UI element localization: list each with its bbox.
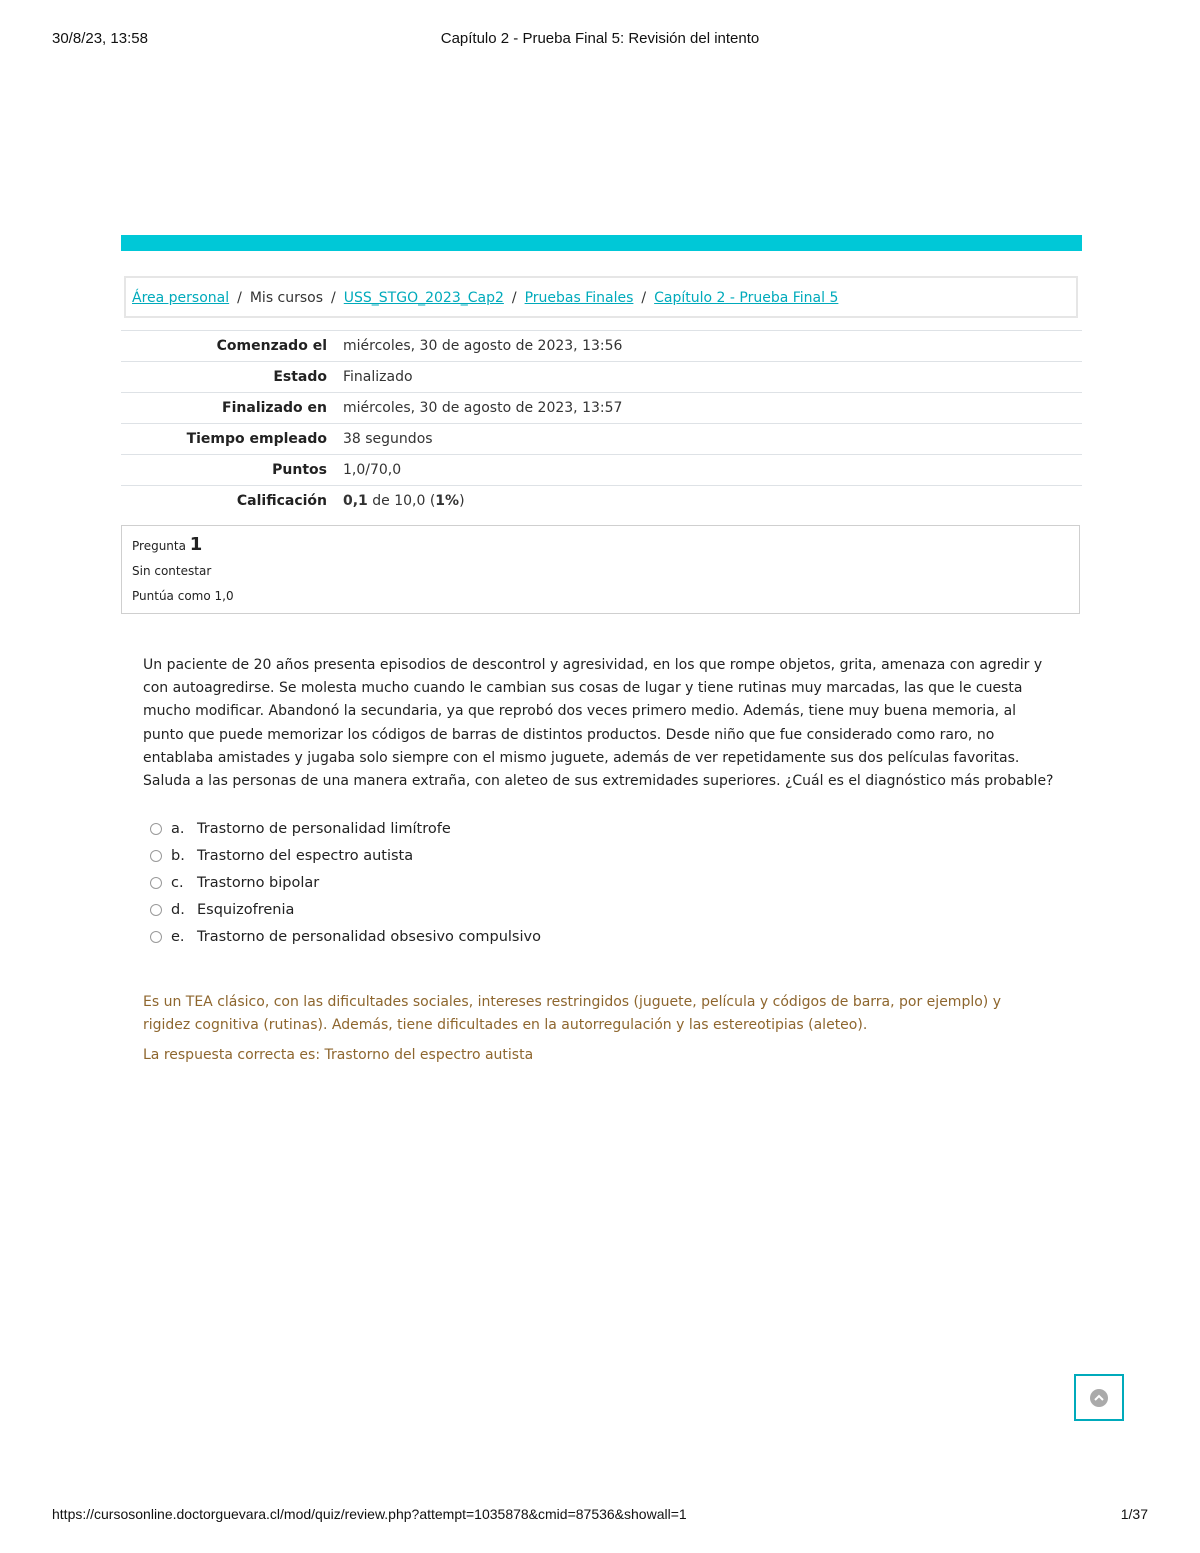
summary-value: Finalizado: [343, 369, 413, 385]
chevron-up-icon: [1090, 1389, 1108, 1407]
answer-option-a[interactable]: [150, 815, 541, 842]
question-number-value: 1: [189, 534, 203, 555]
answer-letter: b.: [171, 847, 185, 864]
breadcrumb-link-course[interactable]: USS_STGO_2023_Cap2: [343, 290, 504, 306]
radio-button[interactable]: [150, 850, 162, 862]
radio-button[interactable]: [150, 877, 162, 889]
summary-row-marks: [121, 455, 1082, 486]
question-info-box: [121, 525, 1080, 614]
attempt-summary-table: [121, 330, 1082, 516]
summary-label: Puntos: [272, 462, 327, 478]
answer-option-c[interactable]: [150, 869, 541, 896]
question-grade: Puntúa como 1,0: [132, 589, 234, 603]
summary-row-state: [121, 362, 1082, 393]
answer-option-e[interactable]: [150, 923, 541, 950]
print-page-number: 1/37: [1120, 1506, 1148, 1522]
grade-out-of: de 10,0 (: [367, 493, 436, 509]
answer-option-d[interactable]: [150, 896, 541, 923]
summary-value: miércoles, 30 de agosto de 2023, 13:56: [343, 338, 623, 354]
breadcrumb-separator: /: [237, 290, 242, 306]
answer-letter: d.: [171, 901, 185, 918]
back-to-top-button[interactable]: [1074, 1374, 1124, 1421]
summary-row-finished: [121, 393, 1082, 424]
breadcrumb-separator: /: [331, 290, 336, 306]
summary-row-started: [121, 331, 1082, 362]
print-footer: [52, 1506, 1148, 1526]
answer-text: Esquizofrenia: [197, 901, 295, 918]
answer-letter: a.: [171, 820, 185, 837]
breadcrumb-separator: /: [641, 290, 647, 306]
question-state: Sin contestar: [132, 564, 212, 578]
grade-close: ): [459, 493, 465, 509]
breadcrumb-link-pruebas-finales[interactable]: Pruebas Finales: [524, 290, 634, 306]
summary-row-grade: [121, 486, 1082, 517]
print-url: https://cursosonline.doctorguevara.cl/mod/quiz/review.php?attempt=1035878&cmid=87536&showall=1: [52, 1506, 687, 1522]
radio-button[interactable]: [150, 904, 162, 916]
summary-label: Finalizado en: [222, 400, 327, 416]
answer-options: [150, 815, 541, 950]
summary-row-time-taken: [121, 424, 1082, 455]
summary-value: 38 segundos: [343, 431, 433, 447]
breadcrumb: [124, 276, 1078, 318]
summary-label: Comenzado el: [216, 338, 327, 354]
grade-percent: 1%: [435, 493, 460, 509]
summary-value: 1,0/70,0: [343, 462, 402, 478]
grade-score: 0,1: [343, 493, 368, 509]
summary-value: [343, 486, 1082, 517]
breadcrumb-link-area-personal[interactable]: Área personal: [132, 290, 230, 306]
radio-button[interactable]: [150, 931, 162, 943]
summary-label: Estado: [273, 369, 327, 385]
print-title: Capítulo 2 - Prueba Final 5: Revisión del intento: [440, 30, 760, 47]
summary-label: Calificación: [236, 493, 327, 509]
summary-value: miércoles, 30 de agosto de 2023, 13:57: [343, 400, 623, 416]
question-number: [132, 532, 1069, 559]
print-header: [52, 30, 1148, 50]
breadcrumb-separator: /: [511, 290, 517, 306]
breadcrumb-link-quiz[interactable]: Capítulo 2 - Prueba Final 5: [654, 290, 839, 306]
answer-option-b[interactable]: [150, 842, 541, 869]
answer-letter: c.: [171, 874, 184, 891]
question-text: Un paciente de 20 años presenta episodios de descontrol y agresividad, en los que rompe objetos, grita, amenaza con agredir y con autoagredirse. Se molesta mucho cuando le cambian sus cosas de lugar y tiene rutinas muy marcadas, las que le cuesta mucho modificar. Abandonó la secundaria, ya que reprobó dos veces primero medio. Además, tiene muy buena memoria, al punto que puede memorizar los códigos de barras de distintos productos. Desde niño que fue considerado como raro, no entablaba amistades y jugaba solo siempre con el mismo juguete, además de ver repetidamente sus dos películas favoritas. Saluda a las personas de una manera extraña, con aleteo de sus extremidades superiores. ¿Cuál es el diagnóstico más probable?: [143, 657, 1054, 790]
question-label: Pregunta: [132, 539, 186, 553]
print-date: 30/8/23, 13:58: [52, 30, 148, 47]
answer-letter: e.: [171, 928, 185, 945]
answer-text: Trastorno de personalidad obsesivo compulsivo: [197, 928, 541, 945]
general-feedback: Es un TEA clásico, con las dificultades sociales, intereses restringidos (juguete, película y códigos de barra, por ejemplo) y rigidez cognitiva (rutinas). Además, tiene dificultades en la autorregulación y las estereotipias (aleteo).: [143, 994, 1001, 1033]
right-answer: La respuesta correcta es: Trastorno del espectro autista: [143, 1047, 534, 1063]
answer-text: Trastorno del espectro autista: [197, 847, 414, 864]
answer-text: Trastorno bipolar: [197, 874, 320, 891]
radio-button[interactable]: [150, 823, 162, 835]
breadcrumb-item-mis-cursos: Mis cursos: [249, 290, 324, 306]
header-accent-bar: [121, 235, 1082, 251]
answer-text: Trastorno de personalidad limítrofe: [197, 820, 451, 837]
summary-label: Tiempo empleado: [186, 431, 327, 447]
